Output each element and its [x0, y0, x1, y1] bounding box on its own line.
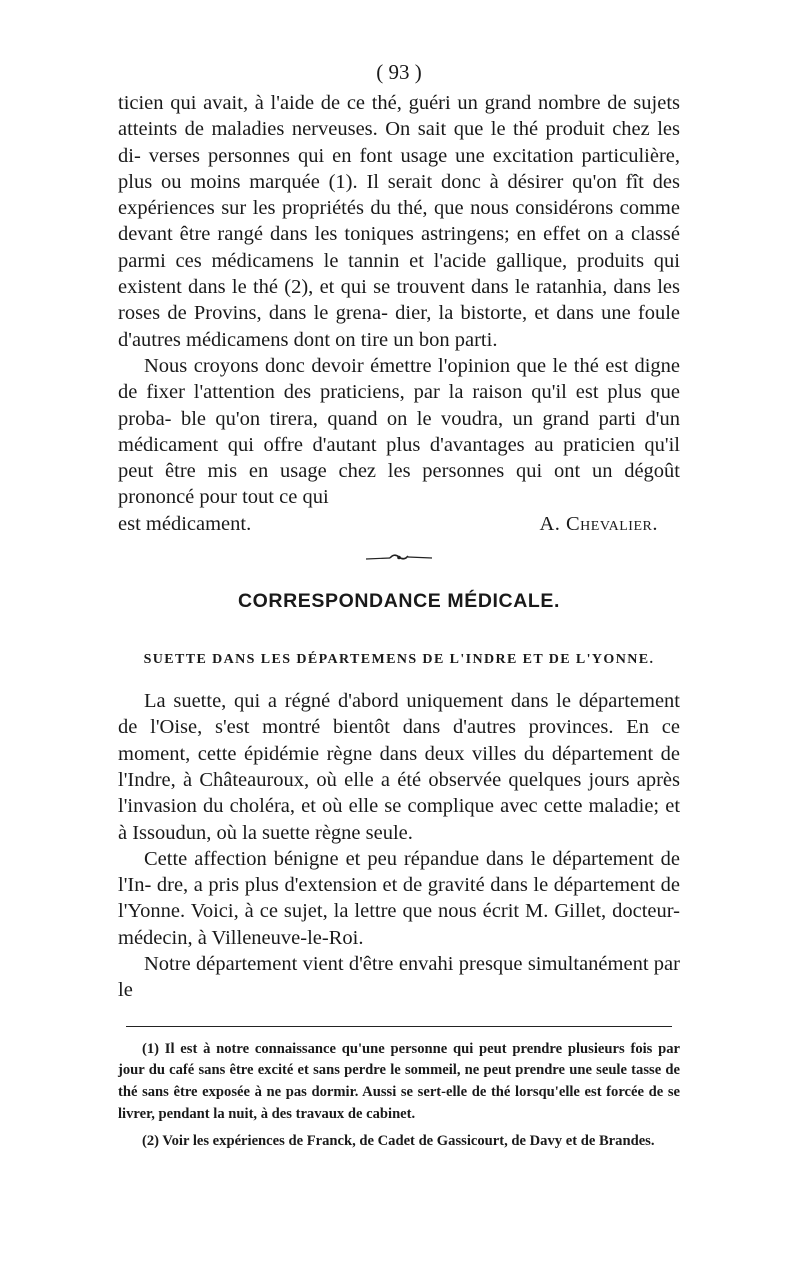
text-line: Cette affection bénigne et peu répandue dans le département de l'In-	[118, 847, 680, 897]
text-line: (2) Voir les expériences de Franck, de Cadet de Gassicourt, de Davy et de	[142, 1132, 596, 1149]
intro-paragraph	[118, 90, 680, 353]
article-title: SUETTE DANS LES DÉPARTEMENS DE L'INDRE ET DE L'YONNE.	[143, 652, 655, 668]
text-line: ble qu'on tirera, quand on le voudra, un grand parti d'un médicament	[118, 407, 680, 456]
text-line: les propriétés du thé, que nous considérons comme devant être rangé	[118, 197, 680, 246]
footnotes	[118, 1039, 680, 1153]
text-line: la suette règne seule.	[242, 821, 413, 844]
text-line: une seule tasse de thé sans être exposée à ne pas dormir. Aussi se sert-elle de thé	[118, 1062, 680, 1101]
text-line: Brandes.	[598, 1132, 655, 1149]
text-line: fois par jour du café sans être excité et sans perdre le sommeil, ne peut prendre	[118, 1040, 681, 1079]
text-line: lorsqu'elle est forcée de se livrer, pendant la nuit, à des travaux de cabinet.	[118, 1084, 680, 1122]
text-line: l'Yonne. Voici, à ce sujet, la lettre que nous écrit M. Gillet, docteur-	[118, 900, 680, 923]
text-line: médecin, à Villeneuve-le-Roi.	[118, 926, 364, 949]
text-line: est médicament.	[118, 512, 252, 535]
text-line: Nous croyons donc devoir émettre l'opinion que le thé est digne de	[118, 354, 680, 404]
text-line: usage chez les personnes qui ont un dégoût prononcé pour tout ce qui	[118, 460, 681, 509]
conclusion-paragraph-text	[118, 353, 680, 511]
footnote-1	[118, 1039, 680, 1126]
text-line: l'Oise, s'est montré bientôt dans d'autres provinces. En ce moment,	[118, 716, 680, 765]
text-line: atteints de maladies nerveuses. On sait que le thé produit chez les di-	[118, 118, 680, 167]
text-line: moins marquée (1). Il serait donc à désirer qu'on fît des expériences sur	[118, 170, 680, 220]
footnote-separator	[126, 1026, 672, 1027]
section-title: CORRESPONDANCE MÉDICALE.	[237, 590, 561, 613]
article-paragraph-2	[118, 846, 680, 951]
text-line: dier, la bistorte, et dans une foule d'autres médicamens dont on tire un	[118, 302, 680, 351]
page-number: ( 93 )	[376, 60, 422, 84]
article-paragraph-1	[118, 688, 680, 846]
text-line: (1) Il est à notre connaissance qu'une personne qui peut prendre plusieurs	[142, 1040, 625, 1057]
text-line: dans les toniques astringens; en effet on a classé parmi ces médicamens	[118, 223, 681, 272]
text-line: ticien qui avait, à l'aide de ce thé, guéri un grand nombre de sujets	[118, 92, 680, 114]
conclusion-paragraph	[118, 353, 680, 537]
text-line: se trouvent dans le ratanhia, dans les roses de Provins, dans le grena-	[118, 276, 680, 325]
text-line: le tannin et l'acide gallique, produits qui existent dans le thé (2), et qui	[118, 249, 681, 299]
text-line: Notre département vient d'être envahi presque simultanément par le	[118, 953, 680, 1002]
text-line: bon parti.	[418, 328, 498, 351]
text-line: cette épidémie règne dans deux villes du département de l'Indre, à	[118, 742, 681, 791]
text-line: fixer l'attention des praticiens, par la raison qu'il est plus que proba-	[118, 381, 681, 430]
text-line: La suette, qui a régné d'abord uniquement dans le département de	[118, 690, 680, 739]
article-paragraph-3	[118, 951, 680, 1004]
text-line: Châteauroux, où elle a été observée quelques jours après l'invasion du	[118, 768, 680, 818]
text-line: qui offre d'autant plus d'avantages au praticien qu'il peut être mis en	[118, 433, 680, 483]
page	[118, 56, 680, 1153]
footnote-2	[118, 1131, 680, 1153]
article-body	[118, 688, 680, 1004]
ornament-divider-icon	[364, 552, 434, 564]
author-signature: A. Chevalier.	[539, 512, 658, 535]
text-line: dre, a pris plus d'extension et de gravité dans le département de	[156, 874, 681, 897]
intro-paragraph-text	[118, 90, 680, 353]
signature-line	[118, 511, 680, 537]
text-line: choléra, et où elle se complique avec cette maladie; et à Issoudun, où	[118, 795, 681, 844]
text-line: verses personnes qui en font usage une excitation particulière, plus ou	[118, 144, 681, 193]
